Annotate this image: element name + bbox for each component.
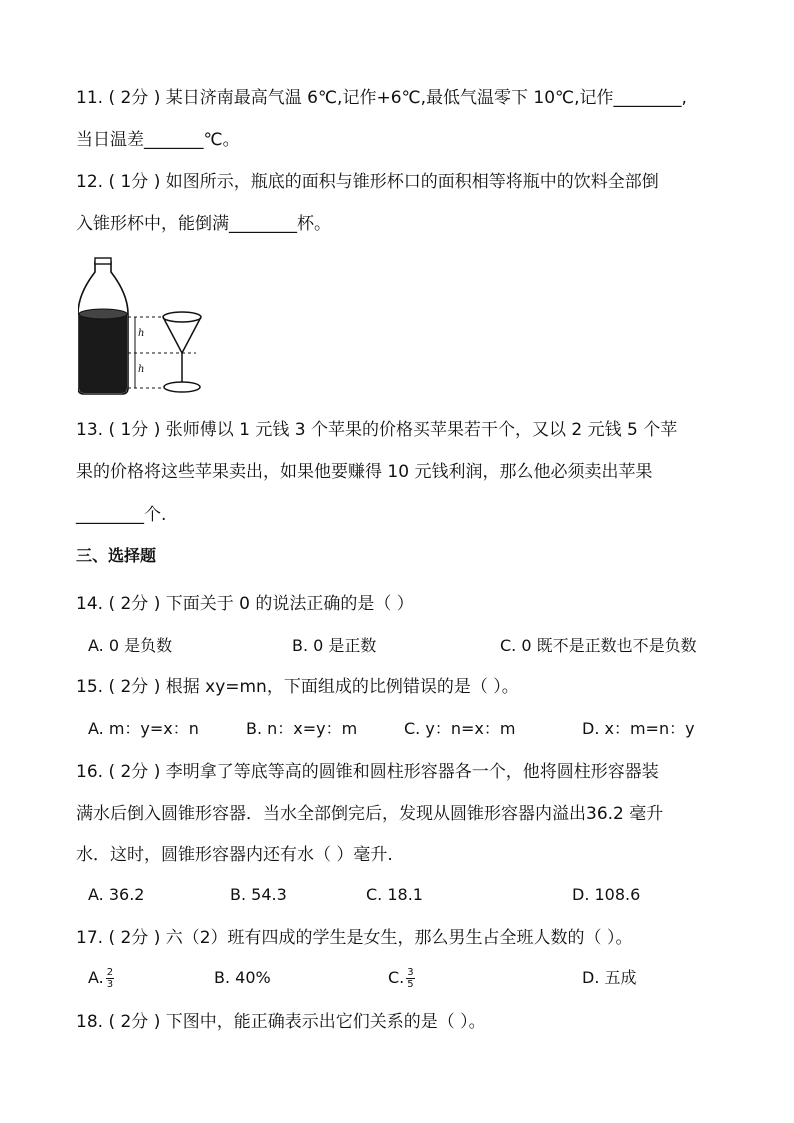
q16-option-b: B. 54.3 [230, 885, 287, 904]
q16-option-a: A. 36.2 [88, 885, 145, 904]
q11-line2: 当日温差_______℃。 [76, 130, 240, 150]
fraction-numerator: 2 [106, 967, 114, 978]
q14-stem: 14. ( 2分 ) 下面关于 0 的说法正确的是（ ） [76, 594, 414, 614]
fraction-denominator: 3 [106, 979, 114, 990]
q17-option-c [388, 966, 415, 990]
q13-line3: ________个. [76, 505, 167, 525]
fraction-denominator: 5 [407, 979, 414, 990]
q15-option-b: B. n：x=y：m [246, 719, 358, 738]
q15-option-d: D. x：m=n：y [582, 719, 695, 738]
h-label-top: h [138, 328, 145, 339]
bottle-cone-figure [78, 254, 208, 400]
q14-option-b: B. 0 是正数 [292, 636, 377, 655]
q16-option-c: C. 18.1 [366, 885, 423, 904]
q17-option-a [88, 966, 114, 990]
q17-option-c-fraction [406, 967, 414, 990]
q16-line1: 16. ( 2分 ) 李明拿了等底等高的圆锥和圆柱形容器各一个，他将圆柱形容器装 [76, 762, 659, 782]
q15-stem: 15. ( 2分 ) 根据 xy=mn，下面组成的比例错误的是（ ）。 [76, 677, 519, 697]
q18-stem: 18. ( 2分 ) 下图中，能正确表示出它们关系的是（ ）。 [76, 1012, 486, 1032]
q17-option-d: D. 五成 [582, 968, 637, 987]
q14-option-c: C. 0 既不是正数也不是负数 [500, 636, 697, 655]
q16-option-d: D. 108.6 [572, 885, 641, 904]
q15-option-c: C. y：n=x：m [404, 719, 516, 738]
q12-line1: 12. ( 1分 ) 如图所示，瓶底的面积与锥形杯口的面积相等将瓶中的饮料全部倒 [76, 172, 659, 192]
q16-line2: 满水后倒入圆锥形容器．当水全部倒完后，发现从圆锥形容器内溢出36.2 毫升 [76, 804, 664, 824]
q13-line2: 果的价格将这些苹果卖出，如果他要赚得 10 元钱利润，那么他必须卖出苹果 [76, 462, 653, 482]
section-title-choice: 三、选择题 [76, 546, 157, 565]
q11-line1: 11. ( 2分 ) 某日济南最高气温 6℃,记作+6℃,最低气温零下 10℃,记作________, [76, 88, 687, 108]
q17-option-c-prefix: C. [388, 968, 405, 987]
q17-option-b: B. 40% [214, 968, 271, 987]
q17-option-a-prefix: A. [88, 968, 104, 987]
q14-option-a: A. 0 是负数 [88, 636, 173, 655]
q15-option-a: A. m：y=x：n [88, 719, 199, 738]
q12-line2: 入锥形杯中，能倒满________杯。 [76, 214, 331, 234]
q13-line1: 13. ( 1分 ) 张师傅以 1 元钱 3 个苹果的价格买苹果若干个，又以 2 元钱 5 个苹 [76, 420, 678, 440]
fraction-numerator: 3 [407, 967, 414, 978]
q16-line3: 水．这时，圆锥形容器内还有水（ ）毫升. [76, 845, 393, 865]
q17-stem: 17. ( 2分 ) 六（2）班有四成的学生是女生，那么男生占全班人数的（ ）。 [76, 928, 633, 948]
q17-option-a-fraction [106, 967, 114, 990]
h-label-bottom: h [138, 364, 145, 375]
